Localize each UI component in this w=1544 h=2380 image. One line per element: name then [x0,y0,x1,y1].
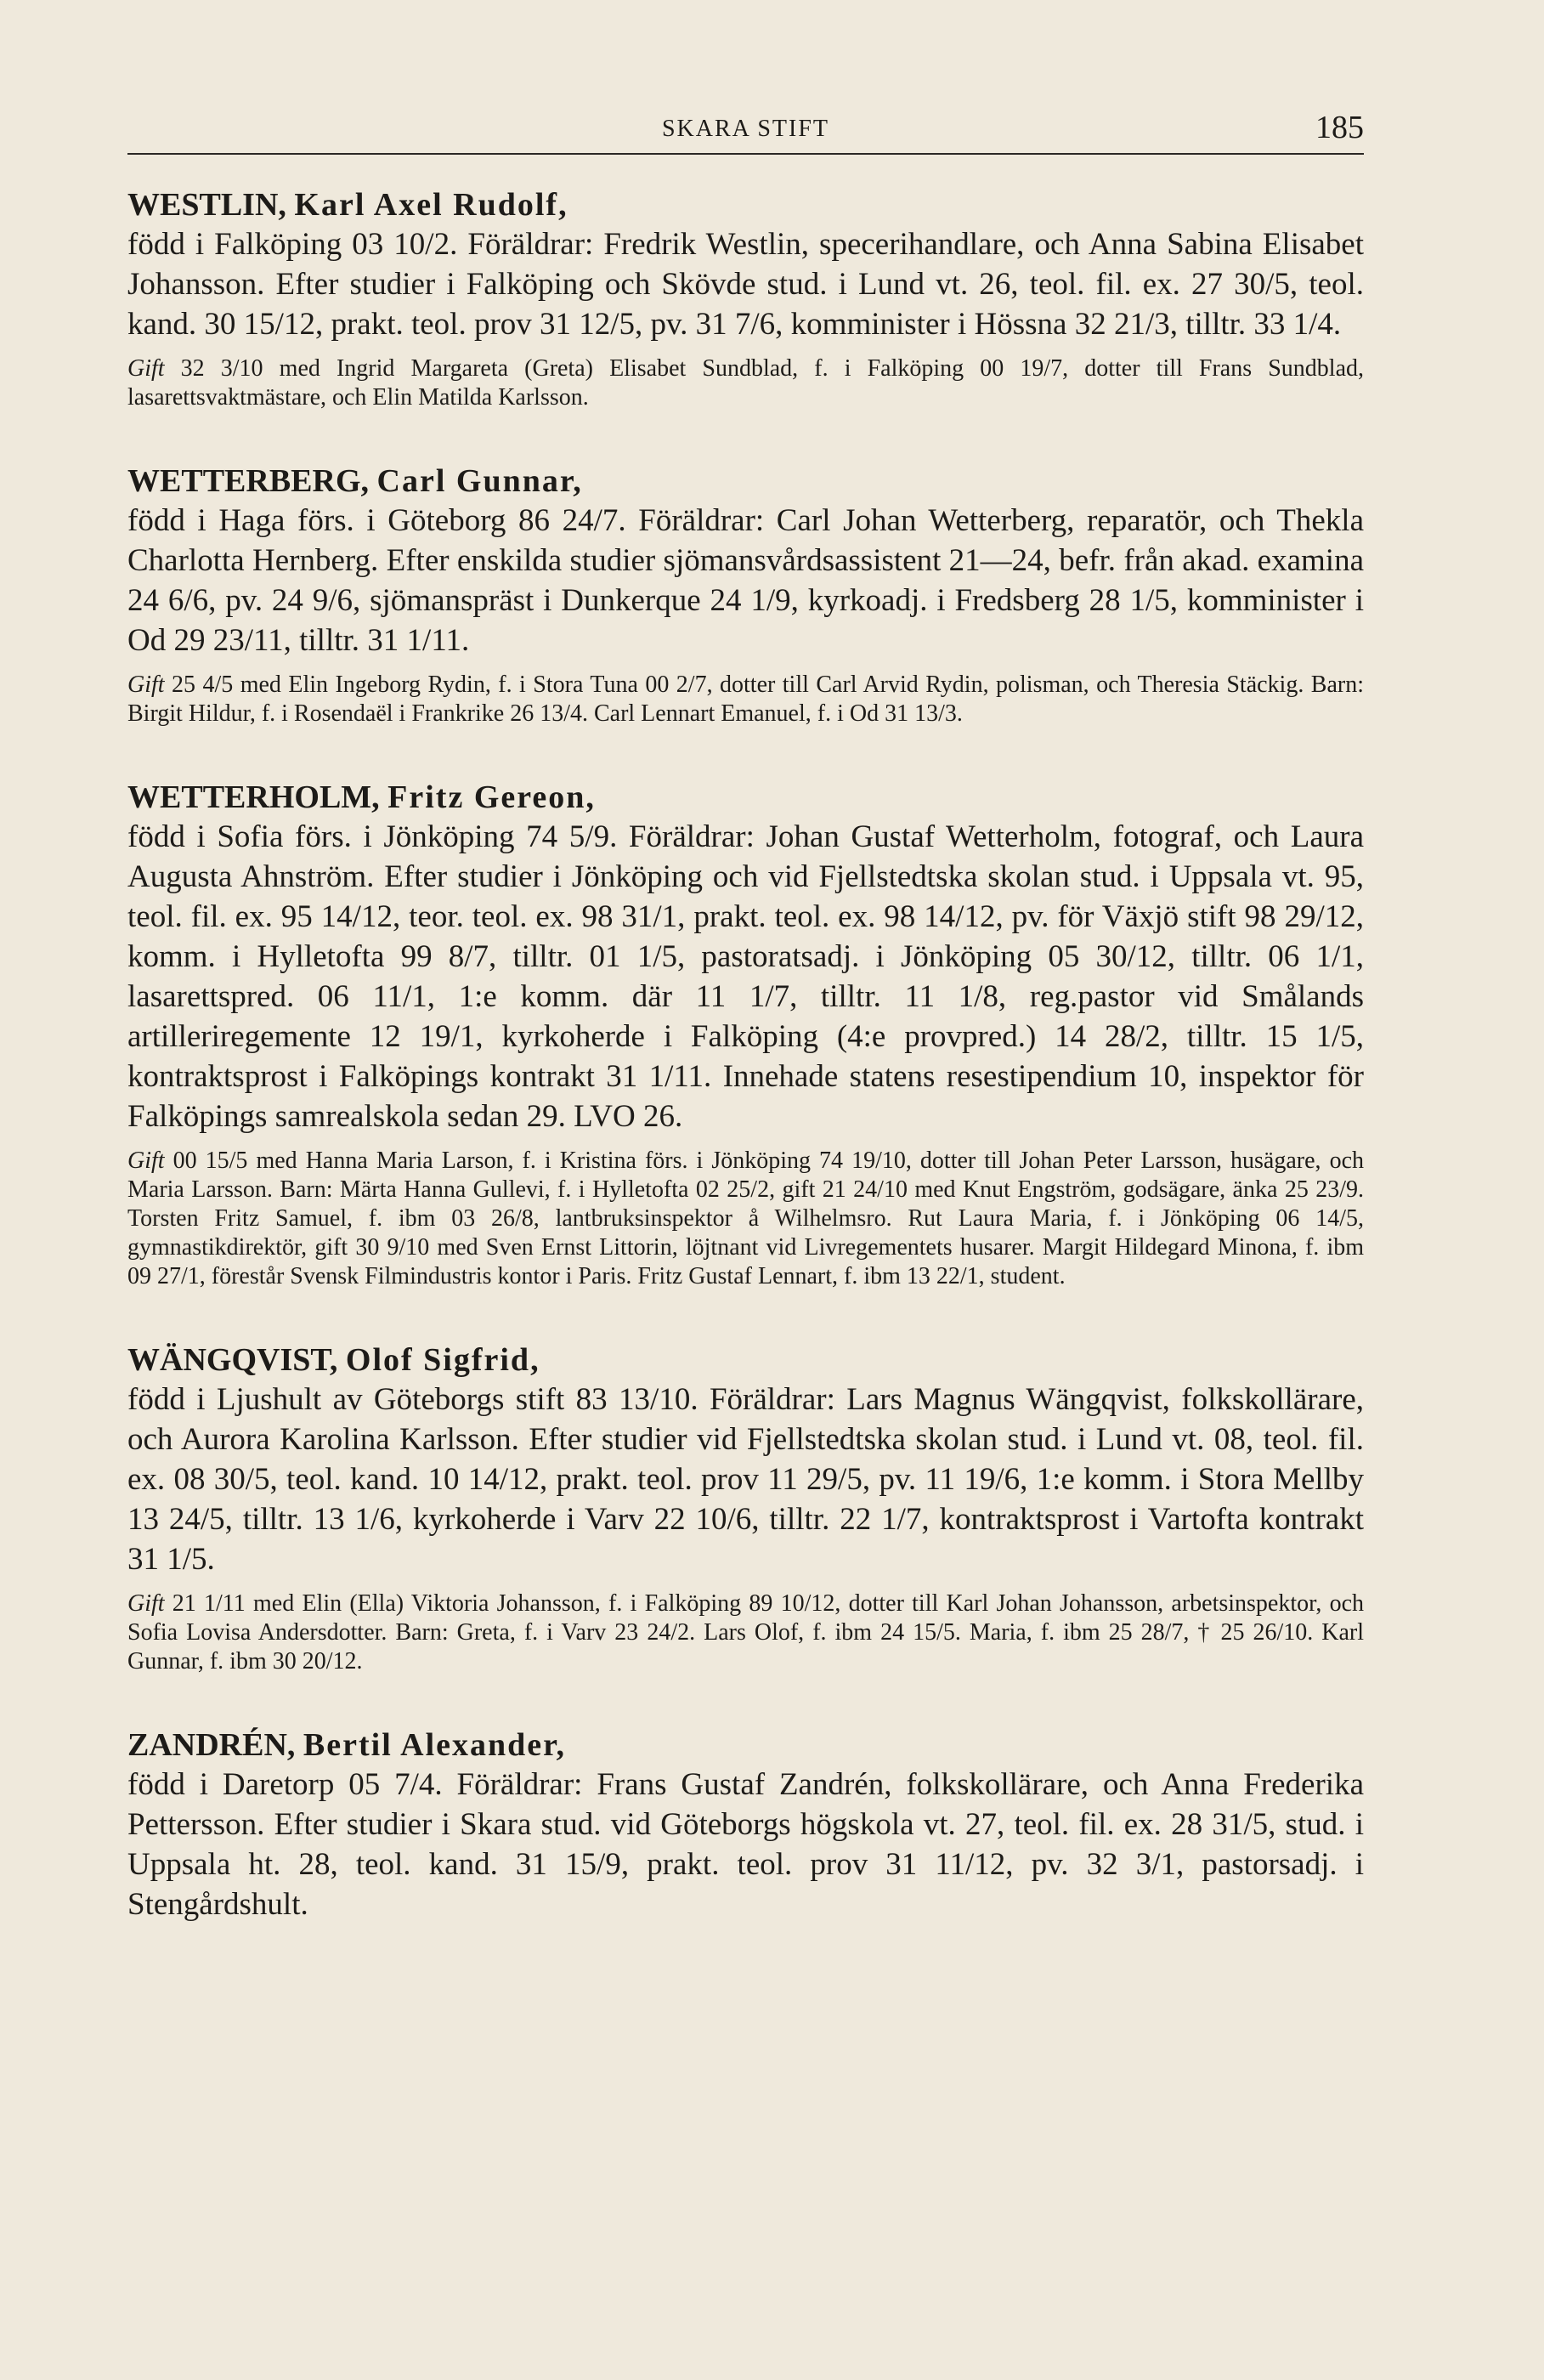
entry-wangqvist [127,1340,1364,1676]
family-label: Gift [127,355,165,382]
entry-given-names: Fritz Gereon, [387,779,596,815]
entry-wetterholm [127,778,1364,1291]
running-title: SKARA STIFT [661,116,830,142]
entry-wetterberg [127,462,1364,728]
family-text: 00 15/5 med Hanna Maria Larson, f. i Kristina förs. i Jönköping 74 19/10, dotter till Johan Peter Larsson, husägare, och Maria Larsson. Barn: Märta Hanna Gullevi, f. i Hylletofta 02 25/2, gift 21 24/10 med Knut Engström, godsägare, änka 25 23/9. Torsten Fritz Samuel, f. ibm 03 26/8, lantbruksinspektor å Wilhelmsro. Rut Laura Maria, f. i Jönköping 06 14/5, gymnastikdirektör, gift 30 9/10 med Sven Ernst Littorin, löjtnant vid Livregementets husarer. Margit Hildegard Minona, f. ibm 09 27/1, förestår Svensk Filmindustris kontor i Paris. Fritz Gustaf Lennart, f. ibm 13 22/1, student. [127,1148,1365,1289]
entry-given-names: Karl Axel Rudolf, [294,187,568,223]
entry-name [127,462,1364,501]
entry-given-names: Olof Sigfrid, [345,1342,540,1378]
entry-family [127,1590,1364,1676]
entry-surname: WÄNGQVIST, [127,1342,338,1378]
entry-name [127,185,1364,224]
entry-surname: WETTERBERG, [127,463,370,499]
entry-family [127,671,1364,728]
entry-surname: WESTLIN, [127,187,286,223]
entries-list [127,185,1364,1924]
entry-zandren [127,1726,1364,1924]
family-label: Gift [127,1590,165,1617]
entry-family [127,1147,1364,1291]
entry-biography: född i Falköping 03 10/2. Föräldrar: Fredrik Westlin, specerihandlare, och Anna Sabina Elisabet Johansson. Efter studier i Falköping och Skövde stud. i Lund vt. 26, teol. fil. ex. 27 30/5, teol. kand. 30 15/12, prakt. teol. prov 31 12/5, pv. 31 7/6, komminister i Hössna 32 21/3, tilltr. 33 1/4. [127,227,1364,342]
entry-surname: ZANDRÉN, [127,1727,296,1763]
family-text: 25 4/5 med Elin Ingeborg Rydin, f. i Stora Tuna 00 2/7, dotter till Carl Arvid Rydin, polisman, och Theresia Stäckig. Barn: Birgit Hildur, f. i Rosendaël i Frankrike 26 13/4. Carl Lennart Emanuel, f. i Od 31 13/3. [127,672,1364,727]
entry-family [127,354,1364,412]
entry-name [127,778,1364,817]
entry-biography: född i Haga förs. i Göteborg 86 24/7. Föräldrar: Carl Johan Wetterberg, reparatör, och Thekla Charlotta Hernberg. Efter enskilda studier sjömansvårdsassistent 21—24, befr. från akad. examina 24 6/6, pv. 24 9/6, sjömanspräst i Dunkerque 24 1/9, kyrkoadj. i Fredsberg 28 1/5, komminister i Od 29 23/11, tilltr. 31 1/11. [127,503,1364,658]
entry-westlin [127,185,1364,412]
entry-name [127,1340,1364,1380]
entry-surname: WETTERHOLM, [127,779,380,815]
entry-given-names: Bertil Alexander, [303,1727,567,1763]
family-text: 32 3/10 med Ingrid Margareta (Greta) Elisabet Sundblad, f. i Falköping 00 19/7, dotter till Frans Sundblad, lasarettsvaktmästare, och Elin Matilda Karlsson. [127,355,1364,411]
entry-biography: född i Daretorp 05 7/4. Föräldrar: Frans Gustaf Zandrén, folkskollärare, och Anna Frederika Pettersson. Efter studier i Skara stud. vid Göteborgs högskola vt. 27, teol. fil. ex. 28 31/5, stud. i Uppsala ht. 28, teol. kand. 31 15/9, prakt. teol. prov 31 11/12, pv. 32 3/1, pastorsadj. i Stengårdshult. [127,1767,1364,1922]
page-number: 185 [1315,110,1364,145]
entry-biography: född i Sofia förs. i Jönköping 74 5/9. Föräldrar: Johan Gustaf Wetterholm, fotograf, och Laura Augusta Ahnström. Efter studier i Jönköping och vid Fjellstedtska skolan stud. i Uppsala vt. 95, teol. fil. ex. 95 14/12, teor. teol. ex. 98 31/1, prakt. teol. ex. 98 14/12, pv. för Växjö stift 98 29/12, komm. i Hylletofta 99 8/7, tilltr. 01 1/5, pastoratsadj. i Jönköping 05 30/12, tilltr. 06 1/1, lasarettspred. 06 11/1, 1:e komm. där 11 1/7, tilltr. 11 1/8, reg.pastor vid Smålands artilleriregemente 12 19/1, kyrkoherde i Falköping (4:e provpred.) 14 28/2, tilltr. 15 1/5, kontraktsprost i Falköpings kontrakt 31 1/11. Innehade statens resestipendium 10, inspektor för Falköpings samrealskola sedan 29. LVO 26. [127,819,1364,1134]
page-header [127,109,1364,155]
entry-name [127,1726,1364,1765]
entry-given-names: Carl Gunnar, [376,463,583,499]
entry-biography: född i Ljushult av Göteborgs stift 83 13/10. Föräldrar: Lars Magnus Wängqvist, folkskollärare, och Aurora Karolina Karlsson. Efter studier vid Fjellstedtska skolan stud. i Lund vt. 08, teol. fil. ex. 08 30/5, teol. kand. 10 14/12, prakt. teol. prov 11 29/5, pv. 11 19/6, 1:e komm. i Stora Mellby 13 24/5, tilltr. 13 1/6, kyrkoherde i Varv 22 10/6, tilltr. 22 1/7, kontraktsprost i Vartofta kontrakt 31 1/5. [127,1382,1364,1577]
family-label: Gift [127,672,165,698]
family-text: 21 1/11 med Elin (Ella) Viktoria Johansson, f. i Falköping 89 10/12, dotter till Karl Johan Johansson, arbetsinspektor, och Sofia Lovisa Andersdotter. Barn: Greta, f. i Varv 23 24/2. Lars Olof, f. ibm 24 15/5. Maria, f. ibm 25 28/7, † 25 26/10. Karl Gunnar, f. ibm 30 20/12. [127,1590,1364,1674]
family-label: Gift [127,1148,165,1174]
